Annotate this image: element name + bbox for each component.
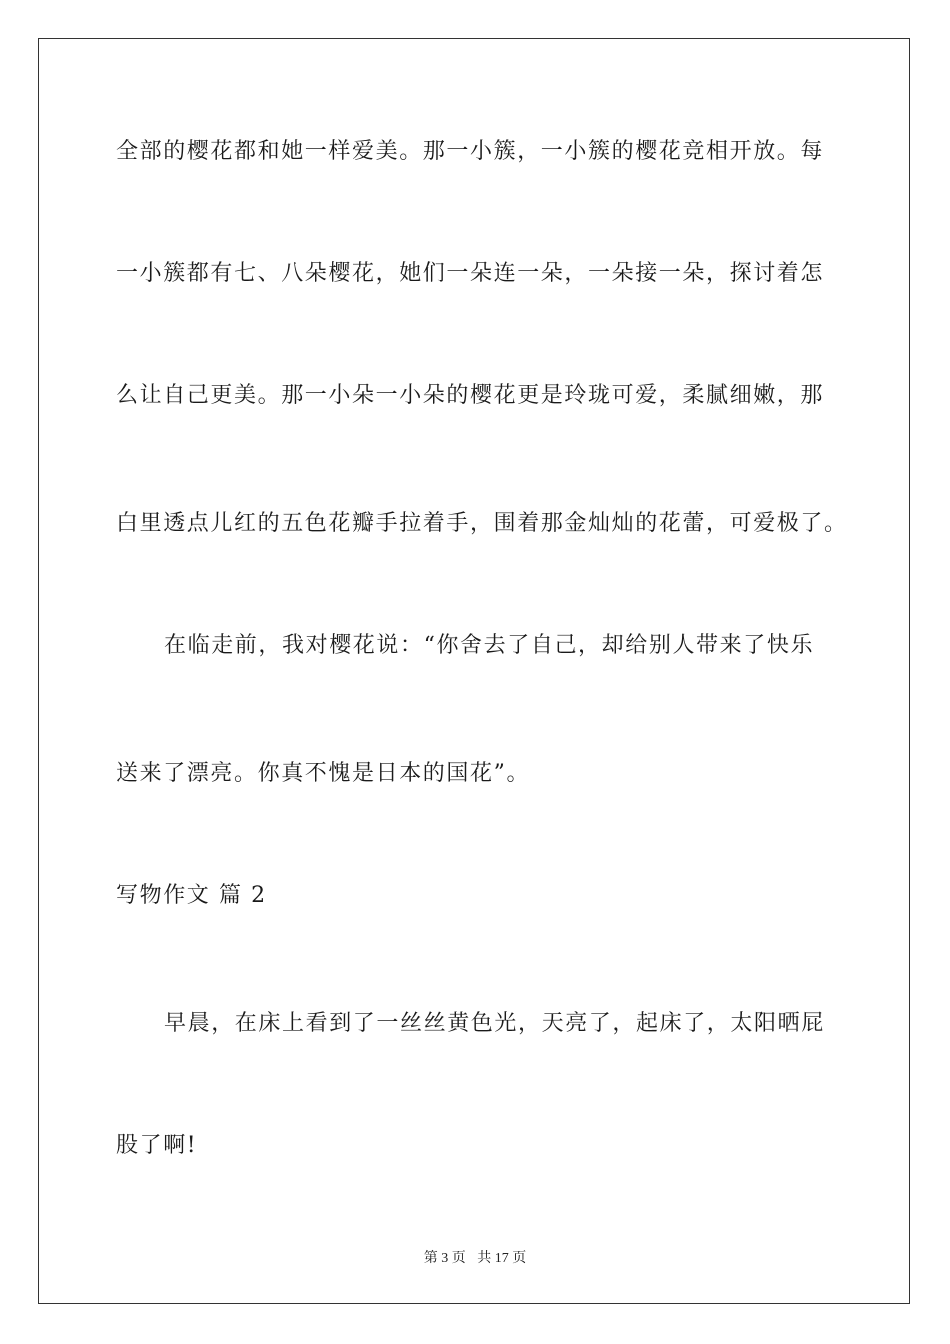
page-total: 共 17 页 xyxy=(477,1251,527,1266)
paragraph-line: 送来了漂亮。你真不愧是日本的国花”。 xyxy=(116,761,531,786)
paragraph-line: 早晨，在床上看到了一丝丝黄色光，天亮了，起床了，太阳晒屁 xyxy=(164,1011,825,1036)
paragraph-line: 全部的樱花都和她一样爱美。那一小簇，一小簇的樱花竞相开放。每 xyxy=(116,139,825,164)
page-number: 第 3 页 xyxy=(423,1251,466,1266)
page-border xyxy=(38,38,910,1304)
paragraph-line: 一小簇都有七、八朵樱花，她们一朵连一朵，一朵接一朵，探讨着怎 xyxy=(116,261,825,286)
section-heading: 写物作文 篇 2 xyxy=(116,883,267,908)
paragraph-line: 在临走前，我对樱花说：“你舍去了自己，却给别人带来了快乐 xyxy=(164,633,815,658)
paragraph-line: 么让自己更美。那一小朵一小朵的樱花更是玲珑可爱，柔腻细嫩，那 xyxy=(116,383,825,408)
page-footer xyxy=(0,1250,950,1268)
paragraph-line: 白里透点儿红的五色花瓣手拉着手，围着那金灿灿的花蕾，可爱极了。 xyxy=(116,511,848,536)
paragraph-line: 股了啊! xyxy=(116,1133,198,1158)
